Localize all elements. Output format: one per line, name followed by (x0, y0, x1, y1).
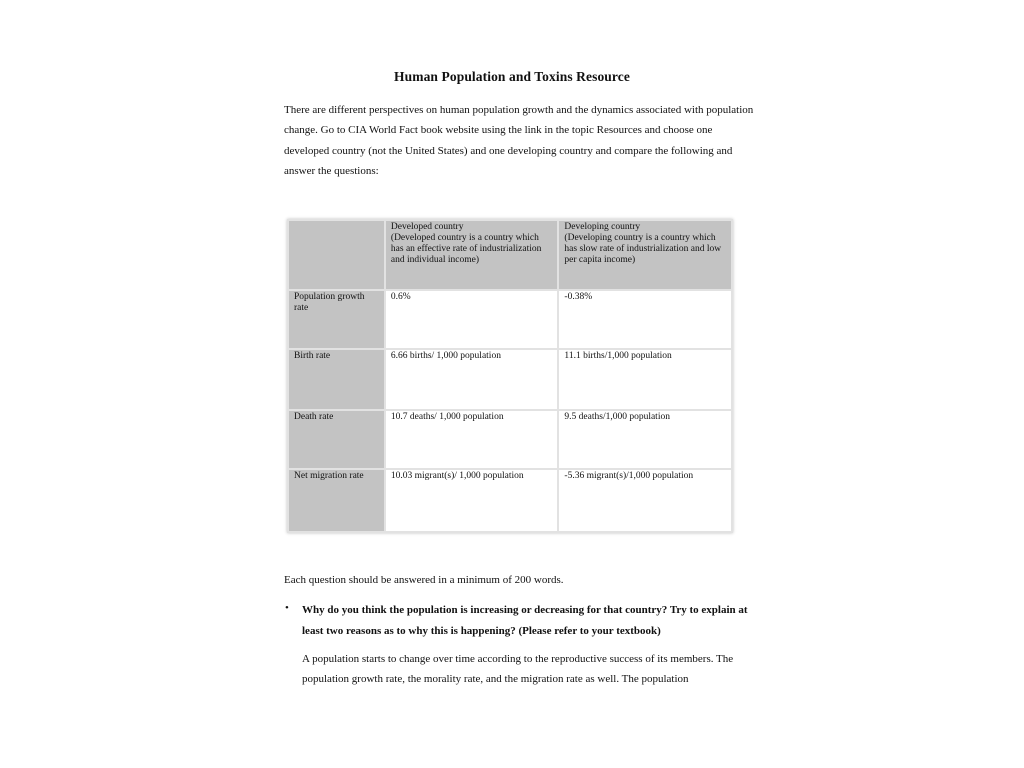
row-label-net-migration: Net migration rate (288, 469, 385, 532)
table-corner-cell (288, 220, 385, 290)
table-row (288, 469, 732, 532)
question-text: Why do you think the population is increasing or decreasing for that country? Try to explain at least two reasons as to why this is happening? (Please refer to your textbook) (302, 604, 748, 637)
question-list (284, 600, 754, 689)
list-item (284, 600, 754, 689)
developed-birth-rate: 6.66 births/ 1,000 population (385, 349, 559, 410)
intro-paragraph: There are different perspectives on human population growth and the dynamics associated with population change. Go to CIA World Fact book website using the link in the topic Resources and choose one developed country (not the United States) and one developing country and compare the following and answer the questions: (284, 104, 754, 177)
developed-country-header (385, 220, 559, 290)
row-label-death-rate: Death rate (288, 410, 385, 469)
table-row (288, 410, 732, 469)
table-header-row (288, 220, 732, 290)
word-count-note: Each question should be answered in a minimum of 200 words. (284, 574, 564, 586)
document-title: Human Population and Toxins Resource (394, 69, 630, 84)
developed-population-growth: 0.6% (385, 290, 559, 349)
developed-header-text: Developed country (Developed country is a country which has an effective rate of industrialization and individual income) (390, 222, 542, 265)
developing-death-rate: 9.5 deaths/1,000 population (558, 410, 732, 469)
comparison-table (287, 219, 733, 533)
developing-header-text: Developing country (Developing country is a country which has slow rate of industrialization and low per capita income) (564, 222, 722, 265)
answer-paragraph: A population starts to change over time according to the reproductive success of its members. The population growth rate, the morality rate, and the migration rate as well. The population (302, 653, 734, 685)
row-label-birth-rate: Birth rate (288, 349, 385, 410)
table-row (288, 349, 732, 410)
bullet-icon: • (285, 602, 289, 614)
developed-death-rate: 10.7 deaths/ 1,000 population (385, 410, 559, 469)
row-label-population-growth: Population growth rate (288, 290, 385, 349)
developing-birth-rate: 11.1 births/1,000 population (558, 349, 732, 410)
table-row (288, 290, 732, 349)
developed-net-migration: 10.03 migrant(s)/ 1,000 population (385, 469, 559, 532)
developing-net-migration: -5.36 migrant(s)/1,000 population (558, 469, 732, 532)
developing-population-growth: -0.38% (558, 290, 732, 349)
developing-country-header (558, 220, 732, 290)
